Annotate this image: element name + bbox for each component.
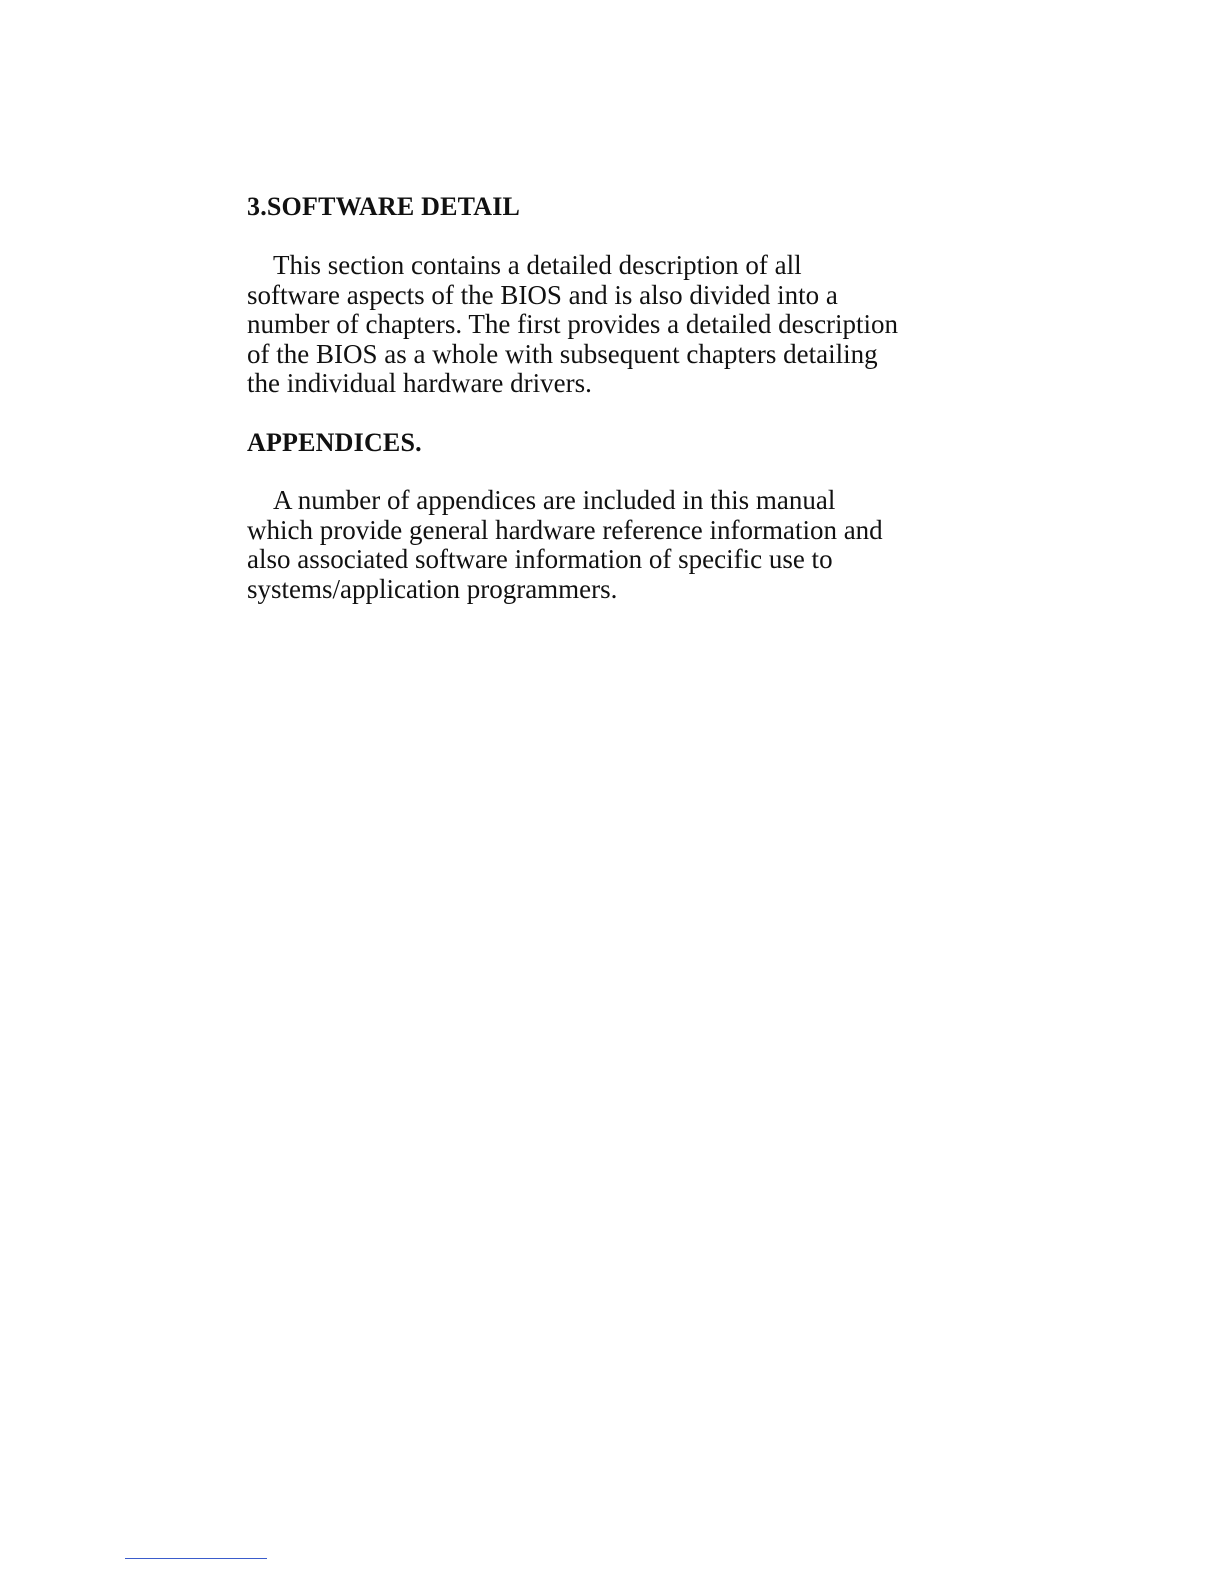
paragraph-line: which provide general hardware reference information and: [247, 514, 883, 545]
paragraph-line: systems/application programmers.: [247, 573, 618, 604]
footer-rule: [125, 1558, 267, 1559]
paragraph-line: software aspects of the BIOS and is also divided into a: [247, 279, 838, 310]
paragraph-line: the individual hardware drivers.: [247, 368, 592, 398]
paragraph-line: of the BIOS as a whole with subsequent chapters detailing: [247, 338, 878, 369]
paragraph-line: This section contains a detailed description of all: [273, 250, 802, 280]
section-heading-software-detail: 3.SOFTWARE DETAIL: [247, 192, 521, 221]
section-heading-appendices: APPENDICES.: [247, 428, 422, 457]
software-detail-paragraph: [247, 251, 1007, 399]
paragraph-line: number of chapters. The first provides a detailed description: [247, 309, 899, 339]
paragraph-line: also associated software information of specific use to: [247, 544, 833, 574]
appendices-paragraph: [247, 486, 1007, 604]
paragraph-line: A number of appendices are included in this manual: [273, 485, 836, 515]
